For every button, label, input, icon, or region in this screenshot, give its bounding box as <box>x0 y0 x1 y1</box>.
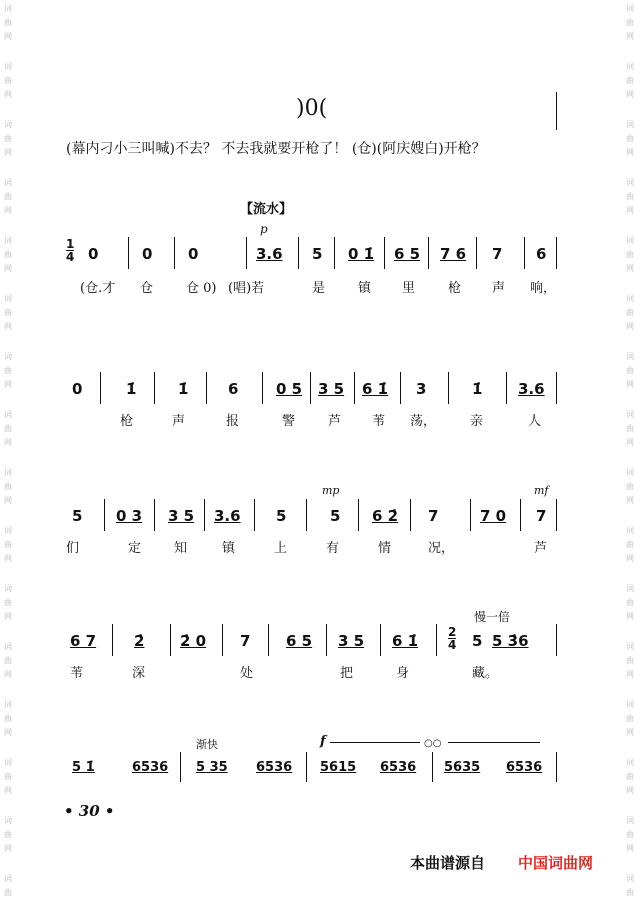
time-sig-top: 2 <box>448 625 457 639</box>
watermark-char: 词 <box>626 816 634 825</box>
lyric: 芦 <box>534 541 548 556</box>
watermark-char: 词 <box>626 120 634 129</box>
watermark-char: 网 <box>626 670 634 679</box>
note: 6 5 <box>286 632 313 650</box>
watermark-char: 网 <box>4 264 12 273</box>
lyric: 定 <box>128 541 142 556</box>
lyric: 身 <box>396 666 410 681</box>
watermark-char: 网 <box>626 786 634 795</box>
time-sig-bottom: 4 <box>66 250 75 264</box>
note: 5 3̇6 <box>492 632 529 650</box>
barline <box>334 237 335 269</box>
barline <box>428 237 429 269</box>
barline <box>206 372 207 404</box>
tempo-mark: 慢一倍 <box>474 610 511 624</box>
watermark-char: 词 <box>626 62 634 71</box>
watermark-char: 曲 <box>4 134 12 143</box>
barline <box>556 499 557 531</box>
lyric: 声 <box>172 414 186 429</box>
watermark-char: 词 <box>626 178 634 187</box>
lyric: 藏。 <box>472 666 499 681</box>
watermark-char: 词 <box>4 642 12 651</box>
watermark-char: 网 <box>626 32 634 41</box>
header-dialogue: (幕内刁小三叫喊)不去？ 不去我就要开枪了！ (仓)(阿庆嫂白)开枪？ <box>66 141 486 157</box>
lyric: 是 <box>312 281 326 296</box>
barline <box>556 237 557 269</box>
page-number: • 30 • <box>64 802 115 820</box>
note: 6 5 <box>394 245 421 263</box>
watermark-char: 曲 <box>4 830 12 839</box>
watermark-char: 网 <box>4 670 12 679</box>
note: 5 35 <box>196 760 228 775</box>
watermark-char: 曲 <box>626 250 634 259</box>
lyric: 苇 <box>372 414 386 429</box>
time-signature-2-4 <box>448 626 456 651</box>
barline <box>432 752 433 782</box>
watermark-char: 网 <box>626 264 634 273</box>
watermark-char: 网 <box>4 206 12 215</box>
barline <box>174 237 175 269</box>
note: 1̇ <box>178 380 189 398</box>
note: 7 0 <box>480 507 507 525</box>
watermark-char: 网 <box>626 844 634 853</box>
watermark-char: 曲 <box>4 424 12 433</box>
watermark-char: 曲 <box>4 888 12 897</box>
barline <box>104 499 105 531</box>
watermark-char: 曲 <box>4 308 12 317</box>
watermark-char: 曲 <box>626 656 634 665</box>
watermark-char: 曲 <box>626 366 634 375</box>
lyric: 警 <box>282 414 296 429</box>
note: 0 <box>142 245 153 263</box>
watermark-char: 网 <box>4 844 12 853</box>
lyric: 情 <box>378 541 392 556</box>
lyric: 仓 0) <box>186 281 217 296</box>
barline <box>326 624 327 656</box>
watermark-char: 词 <box>626 700 634 709</box>
note: 6 <box>228 380 239 398</box>
watermark-char: 词 <box>4 236 12 245</box>
watermark-char: 网 <box>4 32 12 41</box>
watermark-char: 网 <box>626 206 634 215</box>
watermark-char: 网 <box>4 380 12 389</box>
watermark-char: 词 <box>626 758 634 767</box>
note: 5635 <box>444 760 481 775</box>
watermark-char: 网 <box>626 728 634 737</box>
barline <box>254 499 255 531</box>
dynamic-mark: mf <box>534 484 549 497</box>
lyric: 们 <box>66 541 80 556</box>
watermark-char: 曲 <box>626 482 634 491</box>
watermark-char: 曲 <box>626 772 634 781</box>
watermark-char: 词 <box>626 584 634 593</box>
lyric: 处 <box>240 666 254 681</box>
lyric: 枪 <box>120 414 134 429</box>
watermark-char: 网 <box>626 612 634 621</box>
watermark-char: 曲 <box>4 540 12 549</box>
lyric: 响， <box>530 281 557 296</box>
note: 0 3 <box>116 507 143 525</box>
barline <box>112 624 113 656</box>
lyric: 枪 <box>448 281 462 296</box>
watermark-char: 曲 <box>4 366 12 375</box>
lyric: 镇 <box>222 541 236 556</box>
watermark-char: 词 <box>4 62 12 71</box>
header-barline <box>556 92 557 130</box>
lyric: 把 <box>340 666 354 681</box>
note: 5 <box>312 245 323 263</box>
watermark-char: 网 <box>626 554 634 563</box>
note: 0 <box>72 380 83 398</box>
watermark-char: 词 <box>4 874 12 883</box>
watermark-char: 曲 <box>626 714 634 723</box>
note: 7 6 <box>440 245 467 263</box>
watermark-char: 网 <box>626 438 634 447</box>
watermark-char: 网 <box>4 438 12 447</box>
watermark-char: 词 <box>626 294 634 303</box>
watermark-char: 词 <box>4 526 12 535</box>
note: 0 1̇ <box>348 245 375 263</box>
barline <box>154 372 155 404</box>
watermark-char: 词 <box>4 352 12 361</box>
barline <box>306 499 307 531</box>
lyric: (仓.才 <box>80 281 116 296</box>
barline <box>524 237 525 269</box>
watermark-char: 曲 <box>626 830 634 839</box>
lyric: 深 <box>132 666 146 681</box>
barline <box>268 624 269 656</box>
barline <box>306 752 307 782</box>
note: 6 7 <box>70 632 97 650</box>
time-signature <box>66 238 74 263</box>
barline <box>384 237 385 269</box>
barline <box>556 752 557 782</box>
watermark-char: 曲 <box>4 250 12 259</box>
section-label: 【流水】 <box>240 202 293 217</box>
watermark-char: 网 <box>4 496 12 505</box>
watermark-char: 曲 <box>626 134 634 143</box>
lyric: 报 <box>226 414 240 429</box>
ornament-mark: ○○ <box>424 738 442 749</box>
lyric: 声 <box>492 281 506 296</box>
barline <box>476 237 477 269</box>
watermark-char: 曲 <box>626 308 634 317</box>
barline <box>556 624 557 656</box>
watermark-char: 网 <box>4 728 12 737</box>
watermark-char: 词 <box>4 816 12 825</box>
lyric: 人 <box>528 414 542 429</box>
watermark-char: 词 <box>626 468 634 477</box>
lyric: 仓 <box>140 281 154 296</box>
barline <box>128 237 129 269</box>
watermark-char: 曲 <box>4 18 12 27</box>
watermark-char: 曲 <box>626 192 634 201</box>
watermark-char: 曲 <box>626 540 634 549</box>
watermark-char: 曲 <box>4 482 12 491</box>
watermark-char: 词 <box>626 236 634 245</box>
barline <box>298 237 299 269</box>
note: 0 <box>88 245 99 263</box>
barline <box>506 372 507 404</box>
lyric: 镇 <box>358 281 372 296</box>
watermark-char: 词 <box>4 4 12 13</box>
watermark-char: 网 <box>4 554 12 563</box>
watermark-char: 网 <box>626 496 634 505</box>
barline <box>262 372 263 404</box>
watermark-char: 词 <box>4 294 12 303</box>
barline <box>170 624 171 656</box>
note: 6 <box>536 245 547 263</box>
crescendo-line-2 <box>448 742 540 743</box>
barline <box>520 499 521 531</box>
watermark-char: 网 <box>626 322 634 331</box>
watermark-char: 词 <box>626 4 634 13</box>
note: 6536 <box>132 760 169 775</box>
watermark-char: 网 <box>4 148 12 157</box>
barline <box>436 624 437 656</box>
watermark-char: 词 <box>4 120 12 129</box>
watermark-char: 曲 <box>4 598 12 607</box>
watermark-char: 曲 <box>4 76 12 85</box>
tempo-mark: 渐快 <box>196 738 218 751</box>
barline <box>470 499 471 531</box>
note: 6 2̇ <box>372 507 399 525</box>
barline <box>246 237 247 269</box>
watermark-char: 网 <box>4 90 12 99</box>
watermark-char: 词 <box>626 352 634 361</box>
watermark-char: 词 <box>4 758 12 767</box>
note: 5 <box>330 507 341 525</box>
note: 3.6 <box>518 380 545 398</box>
note: 5 <box>472 632 483 650</box>
watermark-char: 网 <box>626 380 634 389</box>
note: 7 <box>492 245 503 263</box>
lyric: 有 <box>326 541 340 556</box>
watermark-char: 词 <box>4 700 12 709</box>
barline <box>380 624 381 656</box>
watermark-char: 词 <box>4 468 12 477</box>
watermark-char: 曲 <box>626 18 634 27</box>
note: 6536 <box>380 760 417 775</box>
barline <box>100 372 101 404</box>
barline <box>354 372 355 404</box>
footer-brand-link[interactable]: 中国词曲网 <box>518 854 594 872</box>
barline <box>222 624 223 656</box>
lyric: 荡， <box>410 414 437 429</box>
watermark-char: 曲 <box>4 656 12 665</box>
barline <box>180 752 181 782</box>
watermark-char: 网 <box>4 786 12 795</box>
watermark-char: 网 <box>626 90 634 99</box>
dynamic-mark: p <box>260 222 268 236</box>
lyric: 上 <box>274 541 288 556</box>
watermark-char: 曲 <box>4 714 12 723</box>
watermark-char: 词 <box>626 874 634 883</box>
barline <box>358 499 359 531</box>
lyric: 亲 <box>470 414 484 429</box>
watermark-char: 曲 <box>626 598 634 607</box>
note: 6536 <box>256 760 293 775</box>
footer-source-text: 本曲谱源自 <box>410 854 486 872</box>
watermark-char: 曲 <box>4 772 12 781</box>
time-sig-top: 1 <box>66 237 75 251</box>
note: 3 5 <box>338 632 365 650</box>
note: 1̇ <box>472 380 483 398</box>
lyric: 知 <box>174 541 188 556</box>
note: 0 5 <box>276 380 303 398</box>
dynamic-mark: f <box>320 734 326 749</box>
note: 3.6 <box>256 245 283 263</box>
watermark-char: 词 <box>4 178 12 187</box>
note: 2̇ 0 <box>180 632 207 650</box>
lyric: 里 <box>402 281 416 296</box>
barline <box>410 499 411 531</box>
lyric: 芦 <box>328 414 342 429</box>
watermark-char: 词 <box>626 526 634 535</box>
barline <box>448 372 449 404</box>
right-watermark-column <box>624 0 638 900</box>
note: 2̇ <box>134 632 145 650</box>
barline <box>400 372 401 404</box>
note: 5 1̇ <box>72 760 95 775</box>
lyric: 苇 <box>70 666 84 681</box>
watermark-char: 曲 <box>626 888 634 897</box>
note: 7 <box>428 507 439 525</box>
note: 5 <box>72 507 83 525</box>
note: 6 1̇ <box>362 380 389 398</box>
watermark-char: 网 <box>626 148 634 157</box>
note: 5615 <box>320 760 357 775</box>
lyric: (唱)若 <box>228 281 265 296</box>
watermark-char: 曲 <box>626 76 634 85</box>
watermark-char: 曲 <box>626 424 634 433</box>
watermark-char: 网 <box>4 322 12 331</box>
watermark-char: 网 <box>4 612 12 621</box>
note: 6 1̇ <box>392 632 419 650</box>
time-sig-bottom: 4 <box>448 638 457 652</box>
note: 3 <box>416 380 427 398</box>
left-watermark-column <box>2 0 16 900</box>
note: 7 <box>240 632 251 650</box>
watermark-char: 词 <box>4 410 12 419</box>
barline <box>154 499 155 531</box>
lyric: 况， <box>428 541 455 556</box>
header-fragment: )0( <box>296 96 328 121</box>
note: 5 <box>276 507 287 525</box>
watermark-char: 词 <box>626 410 634 419</box>
note: 0 <box>188 245 199 263</box>
note: 3 5 <box>318 380 345 398</box>
watermark-char: 词 <box>4 584 12 593</box>
watermark-char: 曲 <box>4 192 12 201</box>
crescendo-line <box>330 742 420 743</box>
note: 7 <box>536 507 547 525</box>
note: 3.6 <box>214 507 241 525</box>
note: 6536 <box>506 760 543 775</box>
note: 3 5 <box>168 507 195 525</box>
note: 1̇ <box>126 380 137 398</box>
barline <box>204 499 205 531</box>
barline <box>310 372 311 404</box>
watermark-char: 词 <box>626 642 634 651</box>
barline <box>556 372 557 404</box>
dynamic-mark: mp <box>322 484 340 497</box>
